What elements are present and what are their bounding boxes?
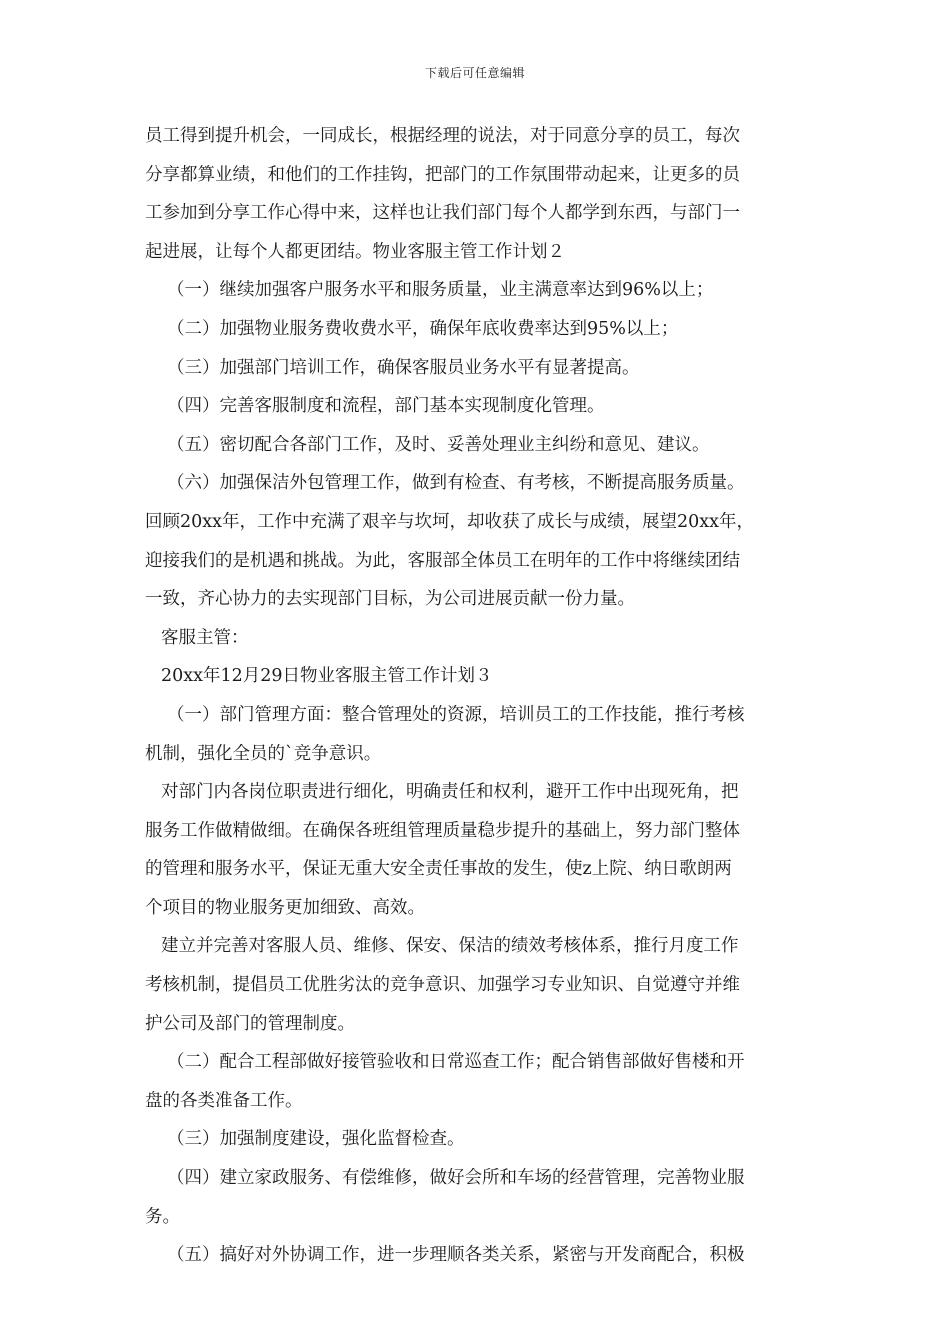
text-line: 个项目的物业服务更加细致、高效。 <box>145 897 425 918</box>
text-line: 护公司及部门的管理制度。 <box>145 1013 355 1034</box>
text-line: 对部门内各岗位职责进行细化，明确责任和权利，避开工作中出现死角，把 <box>161 782 739 803</box>
text-line: （四）完善客服制度和流程，部门基本实现制度化管理。 <box>167 396 605 417</box>
text-line: 考核机制，提倡员工优胜劣汰的竞争意识、加强学习专业知识、自觉遵守并维 <box>145 975 740 996</box>
text-line: （三）加强制度建设，强化监督检查。 <box>167 1129 465 1150</box>
text-line: 一致，齐心协力的去实现部门目标，为公司进展贡献一份力量。 <box>145 589 635 610</box>
text-line: 服务工作做精做细。在确保各班组管理质量稳步提升的基础上，努力部门整体 <box>145 820 740 841</box>
text-line: （五）搞好对外协调工作，进一步理顺各类关系，紧密与开发商配合，积极 <box>167 1245 745 1266</box>
text-line: （二）加强物业服务费收费水平，确保年底收费率达到95%以上； <box>167 318 679 339</box>
text-line: 的管理和服务水平，保证无重大安全责任事故的发生，使z上院、纳日歌朗两 <box>145 859 732 880</box>
text-line: 20xx年12月29日物业客服主管工作计划３ <box>161 666 493 687</box>
text-line: （三）加强部门培训工作，确保客服员业务水平有显著提高。 <box>167 357 640 378</box>
text-line: （一）继续加强客户服务水平和服务质量，业主满意率达到96%以上； <box>167 280 714 301</box>
text-line: 员工得到提升机会，一同成长，根据经理的说法，对于同意分享的员工，每次 <box>145 126 740 146</box>
text-line: 客服主管： <box>161 627 249 648</box>
text-line: 回顾20xx年，工作中充满了艰辛与坎坷，却收获了成长与成绩，展望20xx年， <box>145 511 755 532</box>
text-line: （一）部门管理方面：整合管理处的资源，培训员工的工作技能，推行考核 <box>167 704 745 725</box>
text-line: （二）配合工程部做好接管验收和日常巡查工作；配合销售部做好售楼和开 <box>167 1052 745 1073</box>
text-line: （五）密切配合各部门工作，及时、妥善处理业主纠纷和意见、建议。 <box>167 434 710 455</box>
text-line: （四）建立家政服务、有偿维修，做好会所和车场的经营管理，完善物业服 <box>167 1168 745 1189</box>
page-header: 下载后可任意编辑 <box>424 66 525 80</box>
text-line: 分享都算业绩，和他们的工作挂钩，把部门的工作氛围带动起来，让更多的员 <box>145 164 740 185</box>
text-line: （六）加强保洁外包管理工作，做到有检查、有考核，不断提高服务质量。 <box>167 473 745 494</box>
text-line: 盘的各类准备工作。 <box>145 1090 303 1111</box>
text-line: 工参加到分享工作心得中来，这样也让我们部门每个人都学到东西，与部门一 <box>145 203 740 224</box>
text-line: 迎接我们的是机遇和挑战。为此，客服部全体员工在明年的工作中将继续团结 <box>145 550 740 571</box>
text-line: 务。 <box>145 1206 180 1227</box>
text-line: 机制，强化全员的`竞争意识。 <box>145 743 382 764</box>
text-line: 建立并完善对客服人员、维修、保安、保洁的绩效考核体系，推行月度工作 <box>161 936 739 957</box>
text-line: 起进展，让每个人都更团结。物业客服主管工作计划２ <box>145 241 565 262</box>
document-body <box>145 117 807 1275</box>
